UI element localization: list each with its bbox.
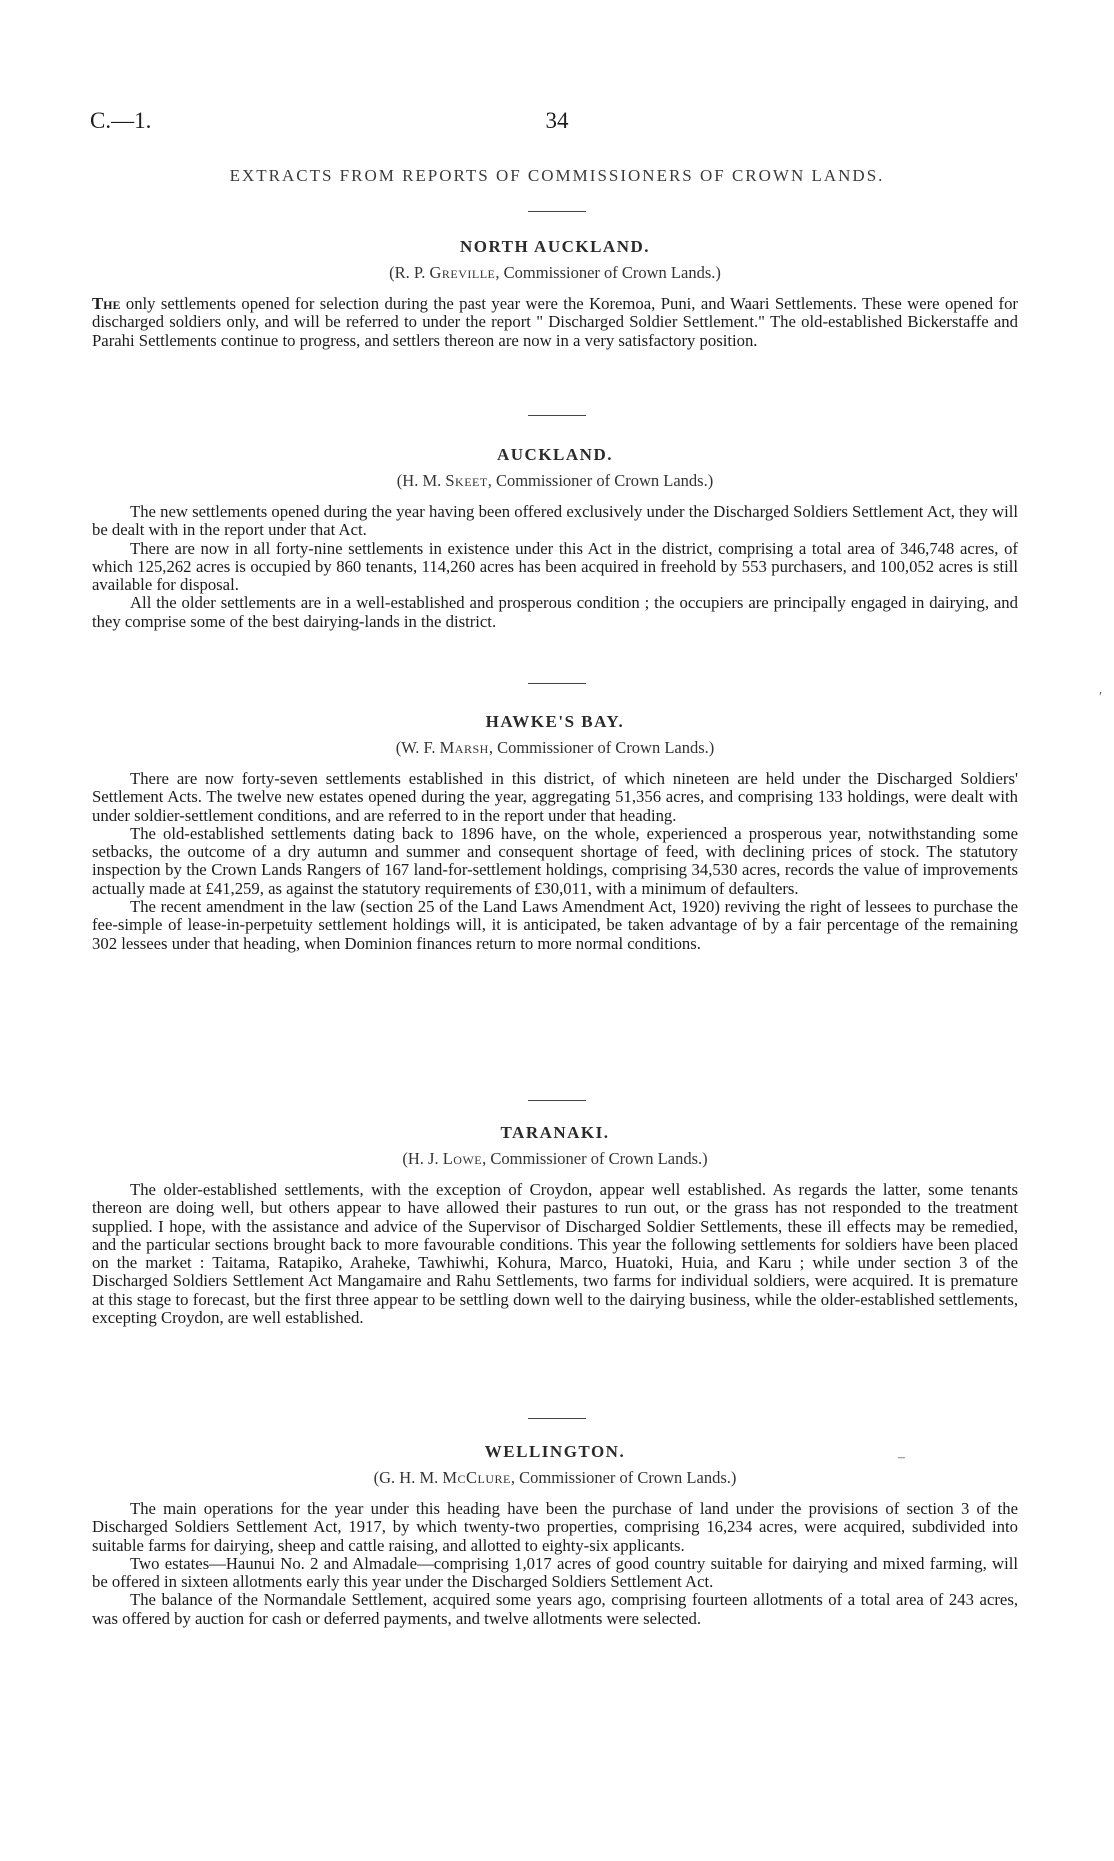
divider xyxy=(528,415,586,416)
section-auckland xyxy=(92,445,1018,631)
section-hawkes-bay xyxy=(92,712,1018,953)
paragraph: Two estates—Haunui No. 2 and Almadale—comprising 1,017 acres of good country suitable for dairying and mixed farming, will be offered in sixteen allotments early this year under the Discharged Soldiers Settlement Act. xyxy=(92,1553,1018,1592)
document-reference: C.—1. xyxy=(90,108,152,133)
section-commissioner: (H. J. Lowe, Commissioner of Crown Lands.) xyxy=(402,1149,708,1168)
paragraph: There are now in all forty-nine settlements in existence under this Act in the district, comprising a total area of 346,748 acres, of which 125,262 acres is occupied by 860 tenants, 114,260 acres has been acquired in freehold by 553 purchasers, and 100,052 acres is still available for disposal. xyxy=(92,538,1018,595)
section-title: TARANAKI. xyxy=(500,1123,610,1142)
divider xyxy=(528,211,586,212)
section-taranaki xyxy=(92,1123,1018,1327)
paragraph: The older-established settlements, with the exception of Croydon, appear well established. As regards the latter, some tenants thereon are doing well, but others appear to have allowed their pastures to run out, or the grass has not responded to the treatment supplied. I hope, with the assistance and advice of the Supervisor of Discharged Soldier Settlements, these ill effects may be remedied, and the particular sections brought back to more favourable conditions. This year the following settlements for soldiers have been placed on the market : Taitama, Ratapiko, Araheke, Tawhiwhi, Kohura, Marco, Huatoki, Huia, and Karu ; while under section 3 of the Discharged Soldiers Settlement Act Mangamaire and Rahu Settlements, two farms for individual soldiers, were acquired. It is premature at this stage to forecast, but the first three appear to be settling down well to the dairying business, while the older-established settlements, excepting Croydon, are well established. xyxy=(92,1180,1018,1328)
margin-mark: – xyxy=(898,1450,905,1465)
paragraph: The balance of the Normandale Settlement, acquired some years ago, comprising fourteen allotments of a total area of 243 acres, was offered by auction for cash or deferred payments, and twelve allotments were selected. xyxy=(92,1590,1018,1628)
section-title: WELLINGTON. xyxy=(484,1442,626,1461)
paragraph: The recent amendment in the law (section 25 of the Land Laws Amendment Act, 1920) reviving the right of lessees to purchase the fee-simple of lease-in-perpetuity settlement holdings will, it is anticipated, be taken advantage of by a fair percentage of the remaining 302 lessees under that heading, when Dominion finances return to more normal conditions. xyxy=(92,897,1018,953)
divider xyxy=(528,1418,586,1419)
paragraph: The only settlements opened for selection during the past year were the Koremoa, Puni, and Waari Settlements. These were opened for discharged soldiers only, and will be referred to under the report " Discharged Soldier Settlement." The old-established Bickerstaffe and Parahi Settlements continue to progress, and settlers thereon are now in a very satisfactory position. xyxy=(92,294,1018,350)
section-commissioner: (W. F. Marsh, Commissioner of Crown Lands.) xyxy=(395,738,715,757)
section-commissioner: (G. H. M. McClure, Commissioner of Crown Lands.) xyxy=(373,1468,737,1487)
margin-mark: ′ xyxy=(1099,690,1103,705)
section-wellington xyxy=(92,1442,1018,1628)
main-title: EXTRACTS FROM REPORTS OF COMMISSIONERS OF CROWN LANDS. xyxy=(229,166,885,185)
page-header xyxy=(90,108,1024,138)
section-paragraphs xyxy=(92,503,1018,631)
page-number: 34 xyxy=(545,108,569,133)
section-paragraphs xyxy=(92,1500,1018,1628)
divider xyxy=(528,1100,586,1101)
section-north-auckland xyxy=(92,237,1018,350)
paragraph: All the older settlements are in a well-established and prosperous condition ; the occupiers are principally engaged in dairying, and they comprise some of the best dairying-lands in the district. xyxy=(92,593,1018,631)
section-commissioner: (H. M. Skeet, Commissioner of Crown Lands.) xyxy=(396,471,714,490)
divider xyxy=(528,683,586,684)
section-paragraphs xyxy=(92,1181,1018,1327)
section-commissioner: (R. P. Greville, Commissioner of Crown Lands.) xyxy=(389,263,721,282)
paragraph: The new settlements opened during the year having been offered exclusively under the Discharged Soldiers Settlement Act, they will be dealt with in the report under that Act. xyxy=(92,502,1018,540)
section-title: NORTH AUCKLAND. xyxy=(459,237,651,256)
section-paragraphs xyxy=(92,295,1018,350)
paragraph: The main operations for the year under this heading have been the purchase of land under the provisions of section 3 of the Discharged Soldiers Settlement Act, 1917, by which twenty-two properties, comprising 16,234 acres, were acquired, subdivided into suitable farms for dairying, sheep and cattle raising, and allotted to eighty-six applicants. xyxy=(92,1499,1018,1555)
section-title: AUCKLAND. xyxy=(497,445,613,464)
section-title: HAWKE'S BAY. xyxy=(485,712,625,731)
paragraph: There are now forty-seven settlements established in this district, of which nineteen are held under the Discharged Soldiers' Settlement Acts. The twelve new estates opened during the year, aggregating 51,356 acres, and comprising 133 holdings, were dealt with under soldier-settlement conditions, and are referred to in the report under that heading. xyxy=(92,769,1018,825)
section-paragraphs xyxy=(92,770,1018,953)
paragraph: The old-established settlements dating back to 1896 have, on the whole, experienced a prosperous year, notwithstanding some setbacks, the outcome of a dry autumn and summer and consequent shortage of feed, with declining prices of stock. The statutory inspection by the Crown Lands Rangers of 167 land-for-settlement holdings, comprising 34,530 acres, records the value of improvements actually made at £41,259, as against the statutory requirements of £30,011, with a minimum of defaulters. xyxy=(92,823,1018,898)
